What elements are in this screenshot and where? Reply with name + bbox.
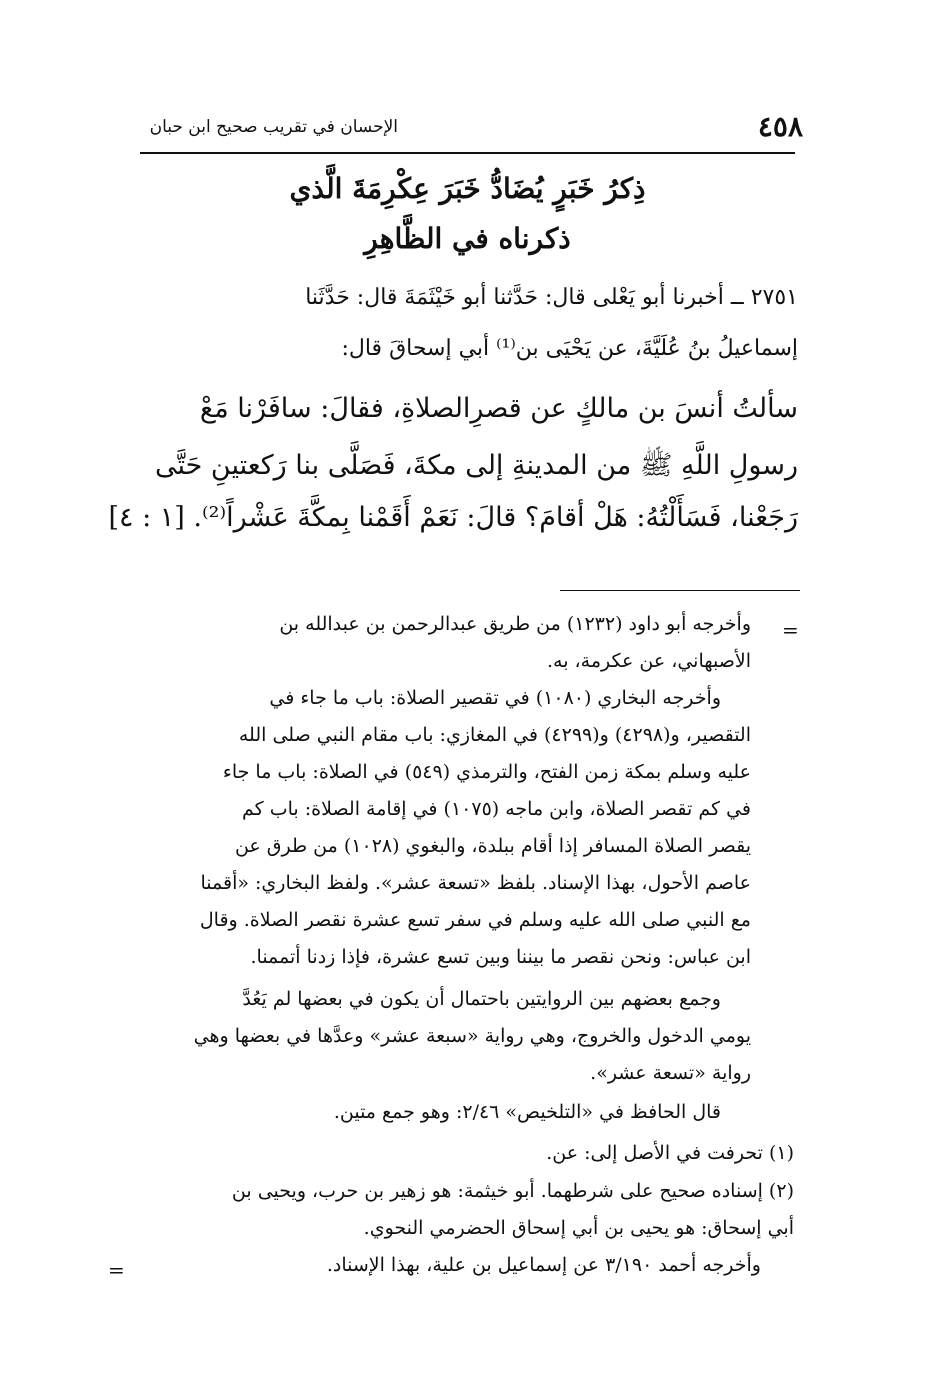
chapter-title-line-1: ذِكرُ خَبَرٍ يُضَادُّ خَبَرَ عِكْرِمَةَ الَّذي [289, 172, 646, 205]
isnad-line: إسماعيلُ بنُ عُلَيَّةَ، عن يَحْيَى بن⁽¹⁾ أبي إسحاقَ قال: [341, 336, 798, 361]
footnote-line: قال الحافظ في «التلخيص» ٢/٤٦: وهو جمع متين. [333, 1101, 721, 1123]
footnote-line: وجمع بعضهم بين الروايتين باحتمال أن يكون في بعضها لم يَعُدَّ [242, 988, 721, 1010]
footnote-line: في كم تقصر الصلاة، وابن ماجه (١٠٧٥) في إقامة الصلاة: باب كم [242, 798, 751, 820]
footnote-line: الأصبهاني، عن عكرمة، به. [546, 650, 751, 672]
footnote-line: يومي الدخول والخروج، وهي رواية «سبعة عشر» وعدَّها في بعضها وهي [193, 1025, 751, 1047]
matn-line: سألتُ أنسَ بن مالكٍ عن قصرِالصلاةِ، فقالَ: سافَرْنا مَعْ [199, 393, 798, 424]
footnote-line: عاصم الأحول، بهذا الإسناد. بلفظ «تسعة عشر». ولفظ البخاري: «أقمنا [200, 872, 751, 894]
page-number: ٤٥٨ [757, 110, 803, 143]
chapter-title-line-2: ذكرناه في الظَّاهِرِ [364, 222, 571, 255]
footnote-line: وأخرجه أبو داود (١٢٣٢) من طريق عبدالرحمن بن عبدالله بن [279, 613, 751, 635]
footnote-line: وأخرجه البخاري (١٠٨٠) في تقصير الصلاة: باب ما جاء في [269, 687, 721, 709]
continuation-marker-top: = [782, 618, 799, 642]
footnote-line: ابن عباس: ونحن نقصر ما بيننا وبين تسع عشرة، فإذا زدنا أتممنا. [250, 946, 751, 968]
footnote-2: (٢) إسناده صحيح على شرطهما. أبو خيثمة: هو زهير بن حرب، ويحيى بن [231, 1180, 794, 1202]
running-title: الإحسان في تقريب صحيح ابن حبان [149, 117, 398, 137]
footnote-1: (١) تحرفت في الأصل إلى: عن. [546, 1142, 794, 1164]
footnote-line: أبي إسحاق: هو يحيى بن أبي إسحاق الحضرمي النحوي. [363, 1217, 794, 1239]
header-rule [140, 152, 795, 154]
footnote-line: عليه وسلم بمكة زمن الفتح، والترمذي (٥٤٩) في الصلاة: باب ما جاء [222, 761, 751, 783]
matn-line: رَجَعْنا، فَسَأَلْتُهُ: هَلْ أقامَ؟ قالَ: نَعَمْ أَقَمْنا بِمكَّةَ عَشْراً⁽²⁾. [١ : ٤] [108, 502, 798, 533]
footnote-line: يقصر الصلاة المسافر إذا أقام ببلدة، والبغوي (١٠٢٨) من طرق عن [234, 835, 751, 857]
footnote-line: التقصير، و(٤٢٩٨) و(٤٢٩٩) في المغازي: باب مقام النبي صلى الله [238, 724, 751, 746]
footnote-line: مع النبي صلى الله عليه وسلم في سفر تسع عشرة نقصر الصلاة. وقال [199, 909, 751, 931]
continuation-marker-bottom: = [108, 1258, 125, 1282]
footnote-line: وأخرجه أحمد ٣/١٩٠ عن إسماعيل بن علية، بهذا الإسناد. [326, 1254, 761, 1276]
isnad-line: ٢٧٥١ ــ أخبرنا أبو يَعْلى قال: حَدَّثنا أبو خَيْثَمَةَ قال: حَدَّثَنا [305, 285, 798, 310]
footnote-line: رواية «تسعة عشر». [590, 1062, 751, 1084]
matn-line: رسولِ اللَّهِ ﷺ من المدينةِ إلى مكةَ، فَصَلَّى بنا رَكعتينِ حَتَّى [154, 450, 798, 481]
footnote-separator [560, 590, 800, 591]
